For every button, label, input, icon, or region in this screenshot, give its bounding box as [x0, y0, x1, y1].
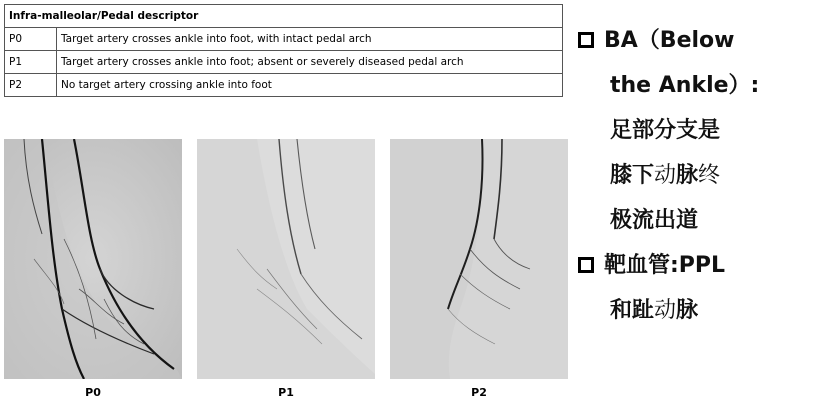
- text-fragment: 动: [654, 163, 677, 188]
- bullet-item-target-vessel: [578, 243, 810, 288]
- bullet-text-line: the Ankle）:: [610, 73, 760, 98]
- row-description: Target artery crosses ankle into foot; absent or severely diseased pedal arch: [57, 51, 563, 74]
- row-code: P1: [5, 51, 57, 74]
- bullet-item-below-ankle: [578, 18, 810, 63]
- image-label-p1: P1: [278, 386, 294, 399]
- table-row: [5, 74, 563, 97]
- bullet-text-line: 足部分支是: [610, 118, 721, 143]
- text-fragment: 终: [698, 163, 721, 188]
- text-fragment: 脉: [676, 163, 699, 188]
- pedal-descriptor-table: [4, 4, 563, 97]
- bullet-text-line-mixed: [578, 288, 810, 333]
- row-description: Target artery crosses ankle into foot, with intact pedal arch: [57, 28, 563, 51]
- bullet-text-line: 靶血管:PPL: [604, 253, 726, 278]
- table-header-row: [5, 5, 563, 28]
- bullet-text-line: BA（Below: [604, 28, 735, 53]
- image-label-p0: P0: [85, 386, 101, 399]
- text-fragment: 动: [654, 298, 677, 323]
- text-fragment: 和趾: [610, 298, 655, 323]
- square-bullet-icon: [578, 257, 594, 273]
- table-header: Infra-malleolar/Pedal descriptor: [5, 5, 563, 28]
- bullet-list: [578, 18, 810, 333]
- bullet-text-line-mixed: [578, 153, 810, 198]
- angiogram-p1-image: [197, 139, 375, 379]
- bullet-text-line: 极流出道: [610, 208, 699, 233]
- text-fragment: 脉: [676, 298, 699, 323]
- angiogram-p2-image: [390, 139, 568, 379]
- row-description: No target artery crossing ankle into foot: [57, 74, 563, 97]
- table-row: [5, 51, 563, 74]
- square-bullet-icon: [578, 32, 594, 48]
- angiogram-p0-image: [4, 139, 182, 379]
- text-fragment: 膝下: [610, 163, 655, 188]
- row-code: P2: [5, 74, 57, 97]
- image-label-p2: P2: [471, 386, 487, 399]
- table-row: [5, 28, 563, 51]
- row-code: P0: [5, 28, 57, 51]
